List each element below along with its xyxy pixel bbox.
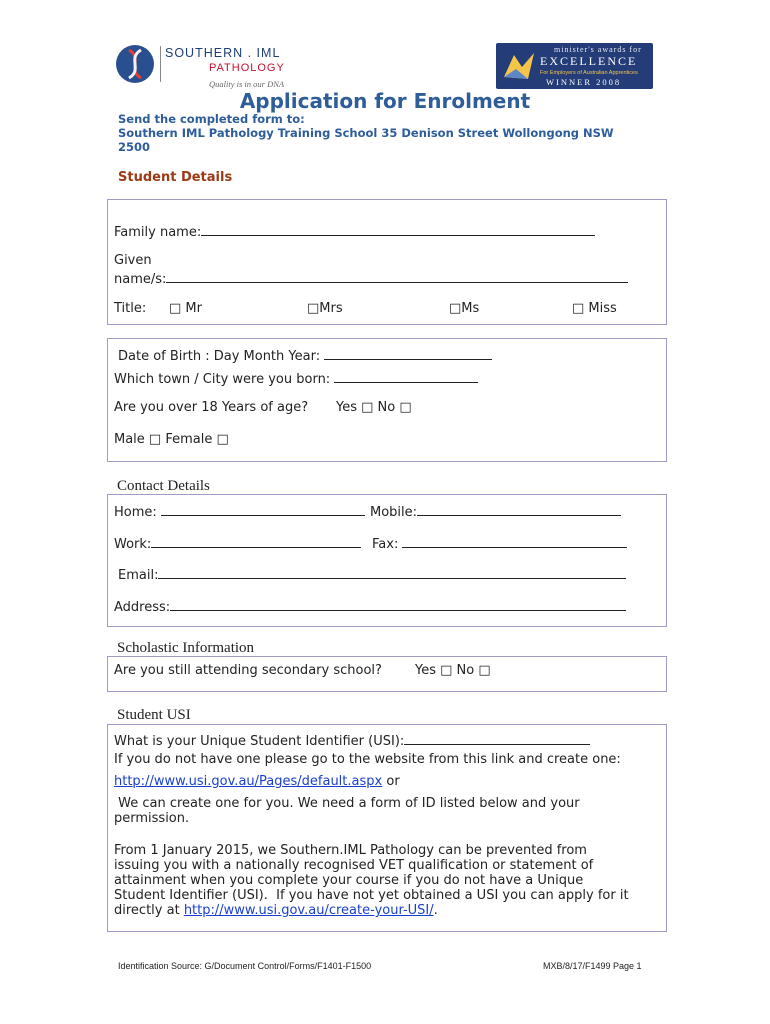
page-title: Application for Enrolment (239, 89, 531, 113)
birth-town-row (114, 369, 478, 387)
contact-details-legend: Contact Details (117, 478, 210, 494)
title-mrs-checkbox[interactable]: □Mrs (307, 301, 343, 316)
footer-source: Identification Source: G/Document Control/Forms/F1401-F1500 (118, 961, 372, 971)
create-usi-line-2: permission. (114, 811, 190, 826)
student-details-heading: Student Details (118, 170, 233, 185)
home-phone-field[interactable] (161, 502, 365, 516)
dob-field[interactable] (324, 346, 492, 360)
family-name-row (114, 222, 595, 240)
home-phone-row (114, 502, 365, 520)
award-sub-text: For Employers of Australian Apprentices (540, 70, 638, 76)
dob-label: Date of Birth : Day Month Year: (118, 349, 321, 364)
usi-create-link[interactable]: http://www.usi.gov.au/create-your-USI/ (183, 903, 434, 918)
address-label: Address: (114, 600, 171, 615)
secondary-school-question: Are you still attending secondary school? (114, 663, 382, 678)
logo-divider (160, 46, 161, 82)
usi-notice-line-3: attainment when you complete your course if you do not have a Unique (114, 873, 584, 888)
gender-options[interactable]: Male □ Female □ (114, 432, 229, 447)
secondary-school-options[interactable]: Yes □ No □ (415, 663, 491, 678)
create-usi-paragraph (114, 796, 580, 826)
award-emblem-icon (502, 49, 536, 83)
mobile-row (370, 502, 621, 520)
work-phone-row (114, 534, 361, 552)
usi-default-link[interactable]: http://www.usi.gov.au/Pages/default.aspx (114, 774, 383, 789)
dob-row (118, 346, 492, 364)
usi-notice-suffix: . (433, 903, 438, 918)
mobile-field[interactable] (417, 502, 621, 516)
usi-notice-prefix: directly at (114, 903, 184, 918)
send-line-3: 2500 (118, 140, 151, 154)
address-field[interactable] (170, 597, 626, 611)
email-row (118, 565, 626, 583)
over18-options[interactable]: Yes □ No □ (336, 400, 412, 415)
usi-notice-line-4: Student Identifier (USI). If you have not yet obtained a USI you can apply for it (114, 888, 629, 903)
award-badge (496, 43, 653, 89)
logo-subtitle: PATHOLOGY (209, 62, 285, 74)
southern-iml-logo (115, 44, 305, 92)
given-names-field[interactable] (166, 269, 628, 283)
usi-legend: Student USI (117, 707, 191, 723)
address-row (114, 597, 626, 615)
title-label: Title: (114, 301, 147, 316)
fax-field[interactable] (402, 534, 627, 548)
logo-tagline: Quality is in our DNA (209, 79, 285, 89)
birth-town-field[interactable] (334, 369, 478, 383)
usi-field[interactable] (404, 731, 590, 745)
title-ms-checkbox[interactable]: □Ms (449, 301, 480, 316)
logo-name: SOUTHERN . IML (165, 46, 281, 60)
usi-notice-line-2: issuing you with a nationally recognised VET qualification or statement of (114, 858, 594, 873)
usi-notice-paragraph (114, 843, 629, 918)
award-winner-text: WINNER 2008 (546, 77, 622, 87)
send-address (118, 112, 658, 154)
family-name-label: Family name: (114, 225, 202, 240)
home-phone-label: Home: (114, 505, 157, 520)
or-text: or (386, 774, 400, 789)
send-line-1: Send the completed form to: (118, 112, 305, 126)
title-mr-checkbox[interactable]: □ Mr (169, 301, 202, 316)
usi-question: What is your Unique Student Identifier (USI): (114, 734, 405, 749)
fax-label: Fax: (372, 537, 399, 552)
usi-link-row (114, 774, 400, 789)
dna-helix-icon (115, 44, 155, 84)
work-phone-field[interactable] (151, 534, 361, 548)
work-phone-label: Work: (114, 537, 152, 552)
footer-page: MXB/8/17/F1499 Page 1 (543, 961, 642, 971)
award-main-text: EXCELLENCE (540, 54, 638, 68)
birth-town-label: Which town / City were you born: (114, 372, 331, 387)
given-names-label-2: name/s: (114, 272, 167, 287)
given-names-label-1: Given (114, 253, 152, 268)
email-field[interactable] (158, 565, 626, 579)
title-miss-checkbox[interactable]: □ Miss (572, 301, 617, 316)
usi-row (114, 731, 590, 749)
fax-row (372, 534, 627, 552)
create-usi-line-1: We can create one for you. We need a form of ID listed below and your (114, 796, 580, 811)
scholastic-legend: Scholastic Information (117, 640, 255, 656)
mobile-label: Mobile: (370, 505, 418, 520)
usi-notice-line-1: From 1 January 2015, we Southern.IML Pathology can be prevented from (114, 843, 587, 858)
family-name-field[interactable] (201, 222, 595, 236)
no-usi-text: If you do not have one please go to the website from this link and create one: (114, 752, 621, 767)
usi-notice-line-5 (114, 903, 629, 918)
email-label: Email: (118, 568, 159, 583)
send-line-2: Southern IML Pathology Training School 35 Denison Street Wollongong NSW (118, 126, 614, 140)
award-top-text: minister's awards for (554, 45, 642, 54)
given-names-row (114, 269, 628, 287)
over18-label: Are you over 18 Years of age? (114, 400, 309, 415)
